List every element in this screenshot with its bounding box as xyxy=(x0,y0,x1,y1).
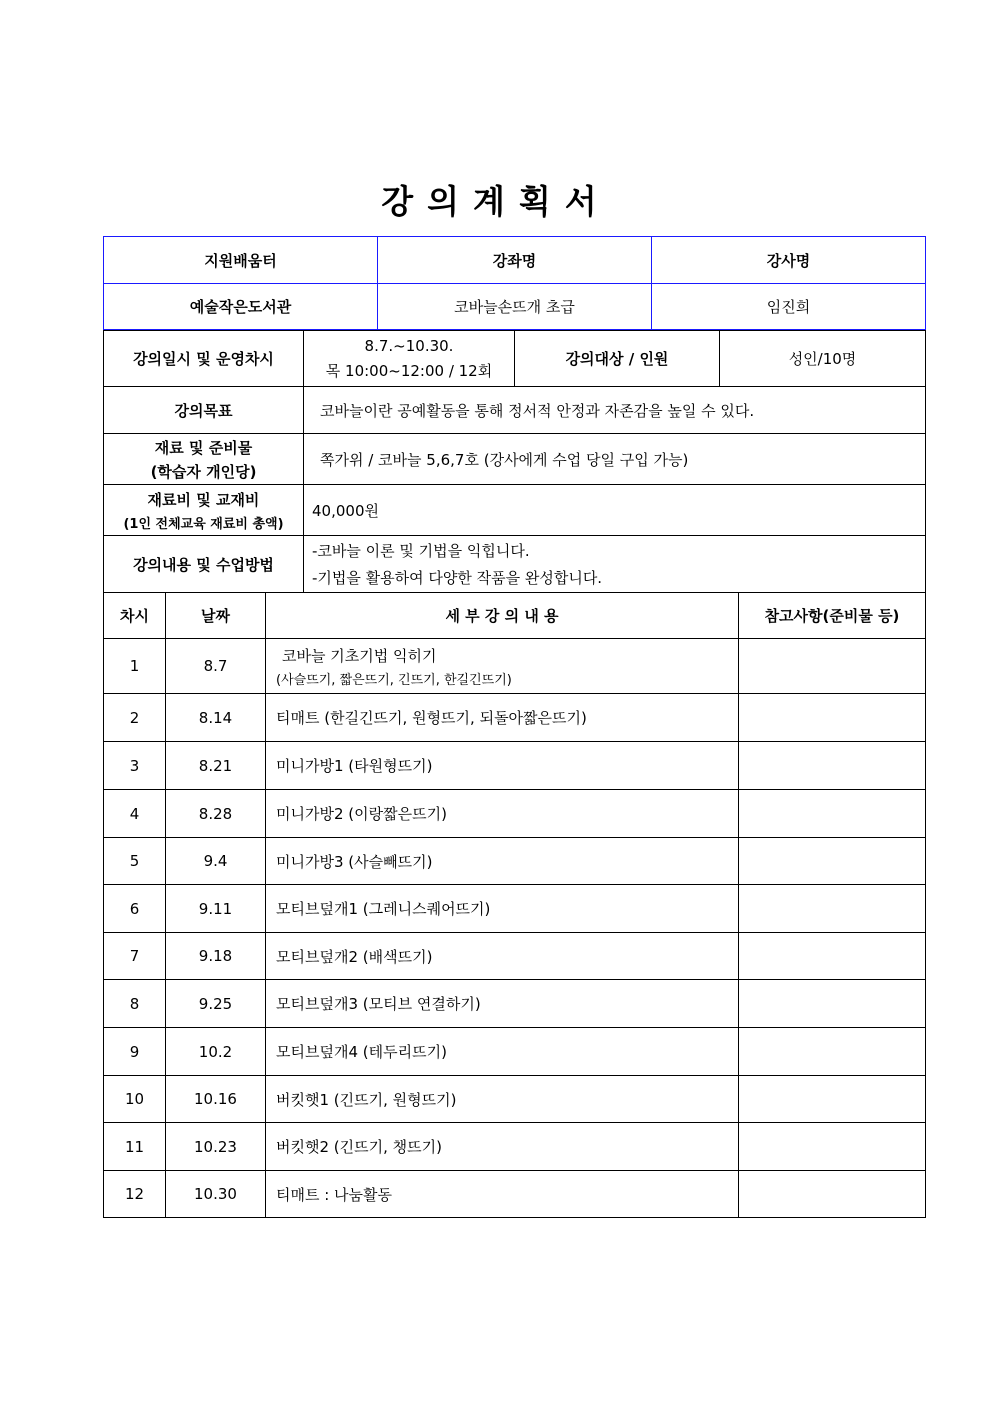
row-no: 6 xyxy=(104,885,166,933)
table-row xyxy=(104,742,926,790)
goal-label: 강의목표 xyxy=(104,387,304,434)
fee-label xyxy=(104,485,304,536)
row-note xyxy=(739,639,926,694)
row-content-detail: (사슬뜨기, 짧은뜨기, 긴뜨기, 한길긴뜨기) xyxy=(276,672,512,688)
row-note xyxy=(739,1171,926,1218)
row-no: 5 xyxy=(104,838,166,885)
row-no: 8 xyxy=(104,980,166,1028)
info-table xyxy=(103,330,926,593)
schedule-dates: 8.7.~10.30. xyxy=(364,336,454,355)
row-note xyxy=(739,980,926,1028)
row-content: 모티브덮개3 (모티브 연결하기) xyxy=(266,980,739,1028)
row-no: 9 xyxy=(104,1028,166,1076)
row-no: 4 xyxy=(104,790,166,838)
row-date: 10.30 xyxy=(166,1171,266,1218)
table-row xyxy=(104,980,926,1028)
row-content-main: 코바늘 기초기법 익히기 xyxy=(282,646,437,665)
value-center: 예술작은도서관 xyxy=(104,284,378,330)
row-no: 7 xyxy=(104,933,166,980)
schedule-label: 강의일시 및 운영차시 xyxy=(104,331,304,387)
row-content xyxy=(266,639,739,694)
row-note xyxy=(739,790,926,838)
row-no: 12 xyxy=(104,1171,166,1218)
row-content: 모티브덮개1 (그레니스퀘어뜨기) xyxy=(266,885,739,933)
table-row xyxy=(104,694,926,742)
row-date: 8.14 xyxy=(166,694,266,742)
row-no: 10 xyxy=(104,1076,166,1123)
row-date: 8.21 xyxy=(166,742,266,790)
col-header-note: 참고사항(준비물 등) xyxy=(739,593,926,639)
content-line-2: -기법을 활용하여 다양한 작품을 완성합니다. xyxy=(312,569,603,587)
row-date: 8.7 xyxy=(166,639,266,694)
row-date: 10.23 xyxy=(166,1123,266,1171)
table-row xyxy=(104,1028,926,1076)
col-header-no: 차시 xyxy=(104,593,166,639)
row-no: 1 xyxy=(104,639,166,694)
table-row xyxy=(104,1171,926,1218)
label-course: 강좌명 xyxy=(378,237,652,284)
row-content: 미니가방3 (사슬빼뜨기) xyxy=(266,838,739,885)
row-no: 2 xyxy=(104,694,166,742)
col-header-content: 세 부 강 의 내 용 xyxy=(266,593,739,639)
target-label: 강의대상 / 인원 xyxy=(515,331,720,387)
content-label: 강의내용 및 수업방법 xyxy=(104,536,304,593)
row-content: 미니가방2 (이랑짧은뜨기) xyxy=(266,790,739,838)
row-content: 미니가방1 (타원형뜨기) xyxy=(266,742,739,790)
row-date: 9.4 xyxy=(166,838,266,885)
materials-label xyxy=(104,434,304,485)
schedule-value xyxy=(304,331,515,387)
row-note xyxy=(739,1076,926,1123)
materials-value: 쪽가위 / 코바늘 5,6,7호 (강사에게 수업 당일 구입 가능) xyxy=(304,434,926,485)
page-title: 강의계획서 xyxy=(381,182,611,221)
col-header-date: 날짜 xyxy=(166,593,266,639)
table-row xyxy=(104,838,926,885)
table-row xyxy=(104,790,926,838)
sessions-table xyxy=(103,592,926,1218)
row-content: 모티브덮개2 (배색뜨기) xyxy=(266,933,739,980)
table-row xyxy=(104,1123,926,1171)
row-content: 버킷햇1 (긴뜨기, 원형뜨기) xyxy=(266,1076,739,1123)
fee-label-main: 재료비 및 교재비 xyxy=(147,490,260,509)
materials-label-sub: (학습자 개인당) xyxy=(150,462,257,481)
header-table xyxy=(103,236,926,330)
row-no: 11 xyxy=(104,1123,166,1171)
table-row xyxy=(104,1076,926,1123)
materials-label-main: 재료 및 준비물 xyxy=(154,438,253,457)
row-content: 버킷햇2 (긴뜨기, 챙뜨기) xyxy=(266,1123,739,1171)
table-row xyxy=(104,933,926,980)
content-line-1: -코바늘 이론 및 기법을 익힙니다. xyxy=(312,542,530,560)
target-value: 성인/10명 xyxy=(720,331,926,387)
row-content: 티매트 (한길긴뜨기, 원형뜨기, 되돌아짧은뜨기) xyxy=(266,694,739,742)
value-instructor: 임진희 xyxy=(652,284,926,330)
row-date: 10.16 xyxy=(166,1076,266,1123)
row-date: 9.25 xyxy=(166,980,266,1028)
content-value xyxy=(304,536,926,593)
row-note xyxy=(739,933,926,980)
row-no: 3 xyxy=(104,742,166,790)
table-row xyxy=(104,639,926,694)
goal-value: 코바늘이란 공예활동을 통해 정서적 안정과 자존감을 높일 수 있다. xyxy=(304,387,926,434)
label-instructor: 강사명 xyxy=(652,237,926,284)
row-note xyxy=(739,694,926,742)
row-note xyxy=(739,885,926,933)
fee-label-sub: (1인 전체교육 재료비 총액) xyxy=(123,516,284,532)
row-note xyxy=(739,742,926,790)
row-date: 8.28 xyxy=(166,790,266,838)
table-row xyxy=(104,885,926,933)
row-content: 티매트 : 나눔활동 xyxy=(266,1171,739,1218)
row-date: 10.2 xyxy=(166,1028,266,1076)
schedule-time: 목 10:00~12:00 / 12회 xyxy=(325,361,493,380)
fee-value: 40,000원 xyxy=(304,485,926,536)
row-note xyxy=(739,1123,926,1171)
row-note xyxy=(739,838,926,885)
row-note xyxy=(739,1028,926,1076)
value-course: 코바늘손뜨개 초급 xyxy=(378,284,652,330)
row-content: 모티브덮개4 (테두리뜨기) xyxy=(266,1028,739,1076)
row-date: 9.11 xyxy=(166,885,266,933)
label-center: 지원배움터 xyxy=(104,237,378,284)
row-date: 9.18 xyxy=(166,933,266,980)
